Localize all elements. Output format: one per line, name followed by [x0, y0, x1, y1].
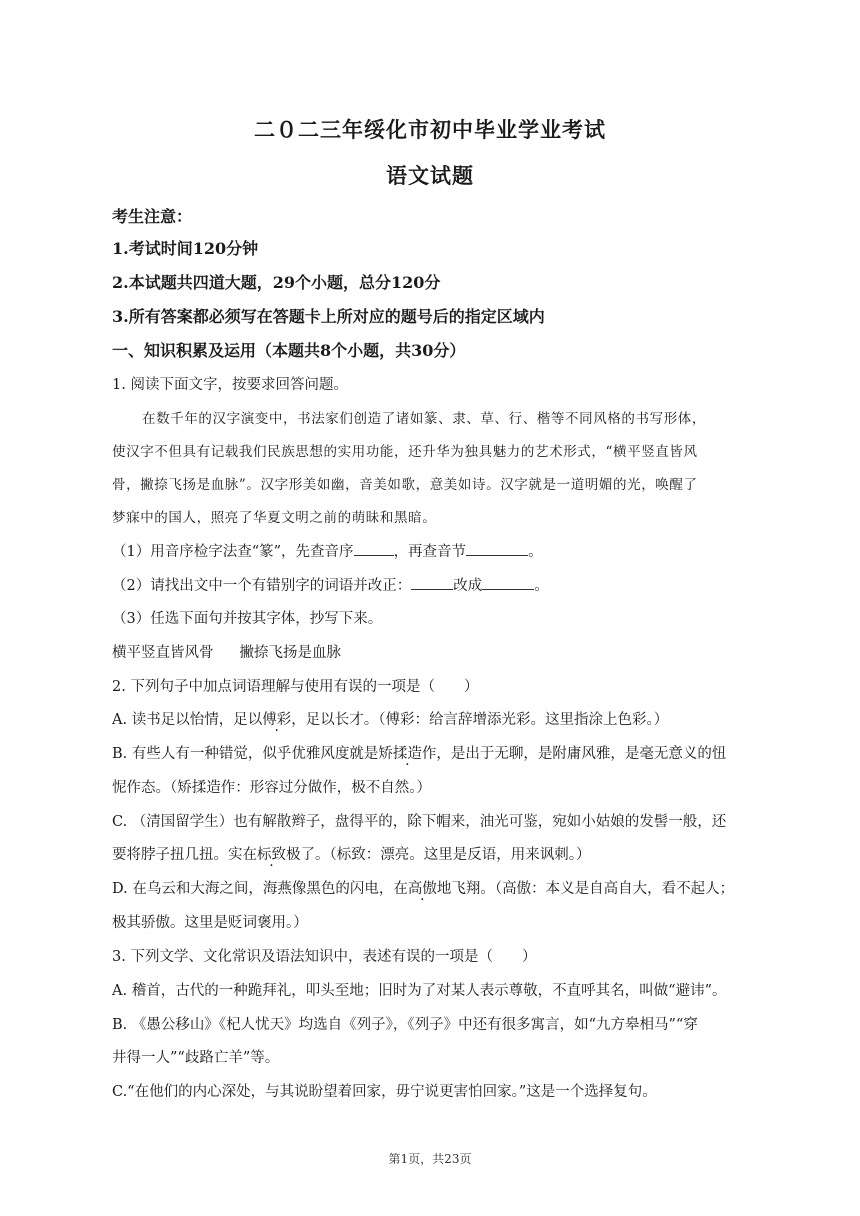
answer-blank[interactable] — [466, 541, 528, 556]
answer-blank[interactable] — [411, 575, 453, 590]
q1-passage-line-1: 在数千年的汉字演变中，书法家们创造了诸如篆、隶、草、行、楷等不同风格的书写形体， — [142, 411, 706, 427]
exam-title: 二０二三年绥化市初中毕业学业考试 — [254, 117, 606, 142]
dotted-word: 高傲 — [407, 881, 437, 897]
q1-sub3: （3）任选下面句并按其字体，抄写下来。 — [112, 611, 383, 627]
answer-blank[interactable] — [482, 575, 534, 590]
exam-subtitle: 语文试题 — [386, 163, 474, 188]
q3-stem: 3. 下列文学、文化常识及语法知识中，表述有误的一项是（ ） — [112, 949, 537, 965]
q2-stem: 2. 下列句子中加点词语理解与使用有误的一项是（ ） — [112, 679, 479, 695]
q1-passage-line-2: 使汉字不但具有记载我们民族思想的实用功能，还升华为独具魅力的艺术形式，“横平竖直皆风 — [112, 444, 698, 460]
answer-blank[interactable] — [354, 541, 394, 556]
q2-option-b-cont: 怩作态。（矫揉造作：形容过分做作，极不自然。） — [112, 780, 431, 796]
notice-item-1: 1.考试时间120分钟 — [112, 239, 259, 258]
q3-option-a: A. 稽首，古代的一种跪拜礼，叩头至地；旧时为了对某人表示尊敬，不直呼其名，叫做“避讳”。 — [112, 983, 727, 999]
section-heading: 一、知识积累及运用（本题共8个小题，共30分） — [112, 341, 466, 360]
q1-passage-line-3: 骨，撇捺飞扬是血脉”。汉字形美如幽，音美如歌，意美如诗。汉字就是一道明媚的光，唤醒了 — [112, 477, 698, 493]
dotted-word: 标致 — [257, 847, 286, 863]
q1-sub2: （2）请找出文中一个有错别字的词语并改正： 改成 。 — [112, 574, 752, 595]
phrase-1: 横平竖直皆风骨 — [112, 645, 214, 661]
q3-option-c: C.“在他们的内心深处，与其说盼望着回家，毋宁说更害怕回家。”这是一个选择复句。 — [112, 1084, 657, 1100]
phrase-2: 撇捺飞扬是血脉 — [239, 645, 341, 661]
dotted-word: 傅彩 — [262, 712, 292, 728]
dotted-word: 矫揉造作 — [378, 746, 437, 762]
notice-item-3: 3.所有答案都必须写在答题卡上所对应的题号后的指定区域内 — [112, 307, 545, 326]
q2-option-a: A. 读书足以怡情，足以傅彩，足以长才。（傅彩：给言辞增添光彩。这里指涂上色彩。） — [112, 712, 669, 728]
q2-option-b: B. 有些人有一种错觉，似乎优雅风度就是矫揉造作，是出于无聊，是附庸风雅，是毫无意义的忸 — [112, 746, 727, 762]
q1-stem: 1. 阅读下面文字，按要求回答问题。 — [112, 377, 348, 393]
notice-heading: 考生注意： — [112, 207, 193, 226]
q2-option-d: D. 在乌云和大海之间，海燕像黑色的闪电，在高傲地飞翔。（高傲：本义是自高自大，看不起人； — [112, 881, 735, 897]
q2-option-d-cont: 极其骄傲。这里是贬词褒用。） — [112, 915, 308, 931]
page-footer: 第1页，共23页 — [388, 1152, 472, 1166]
q2-option-c-cont: 要将脖子扭几扭。实在标致极了。（标致：漂亮。这里是反语，用来讽刺。） — [112, 847, 591, 863]
notice-item-2: 2.本试题共四道大题，29个小题，总分120分 — [112, 273, 441, 292]
q1-phrases — [112, 641, 752, 662]
q1-passage-line-4: 梦寐中的国人，照亮了华夏文明之前的萌昧和黑暗。 — [112, 510, 437, 526]
q2-option-c: C. （清国留学生）也有解散辫子，盘得平的，除下帽来，油光可鉴，宛如小姑娘的发髻一般，还 — [112, 814, 727, 830]
q1-sub1: （1）用音序检字法查“篆”，先查音序 ，再查音节 。 — [112, 540, 752, 561]
q3-option-b: B. 《愚公移山》《杞人忧天》均选自《列子》，《列子》中还有很多寓言，如“九方皋相马”“穿 — [112, 1017, 698, 1033]
q3-option-b-cont: 井得一人”“歧路亡羊”等。 — [112, 1050, 280, 1066]
